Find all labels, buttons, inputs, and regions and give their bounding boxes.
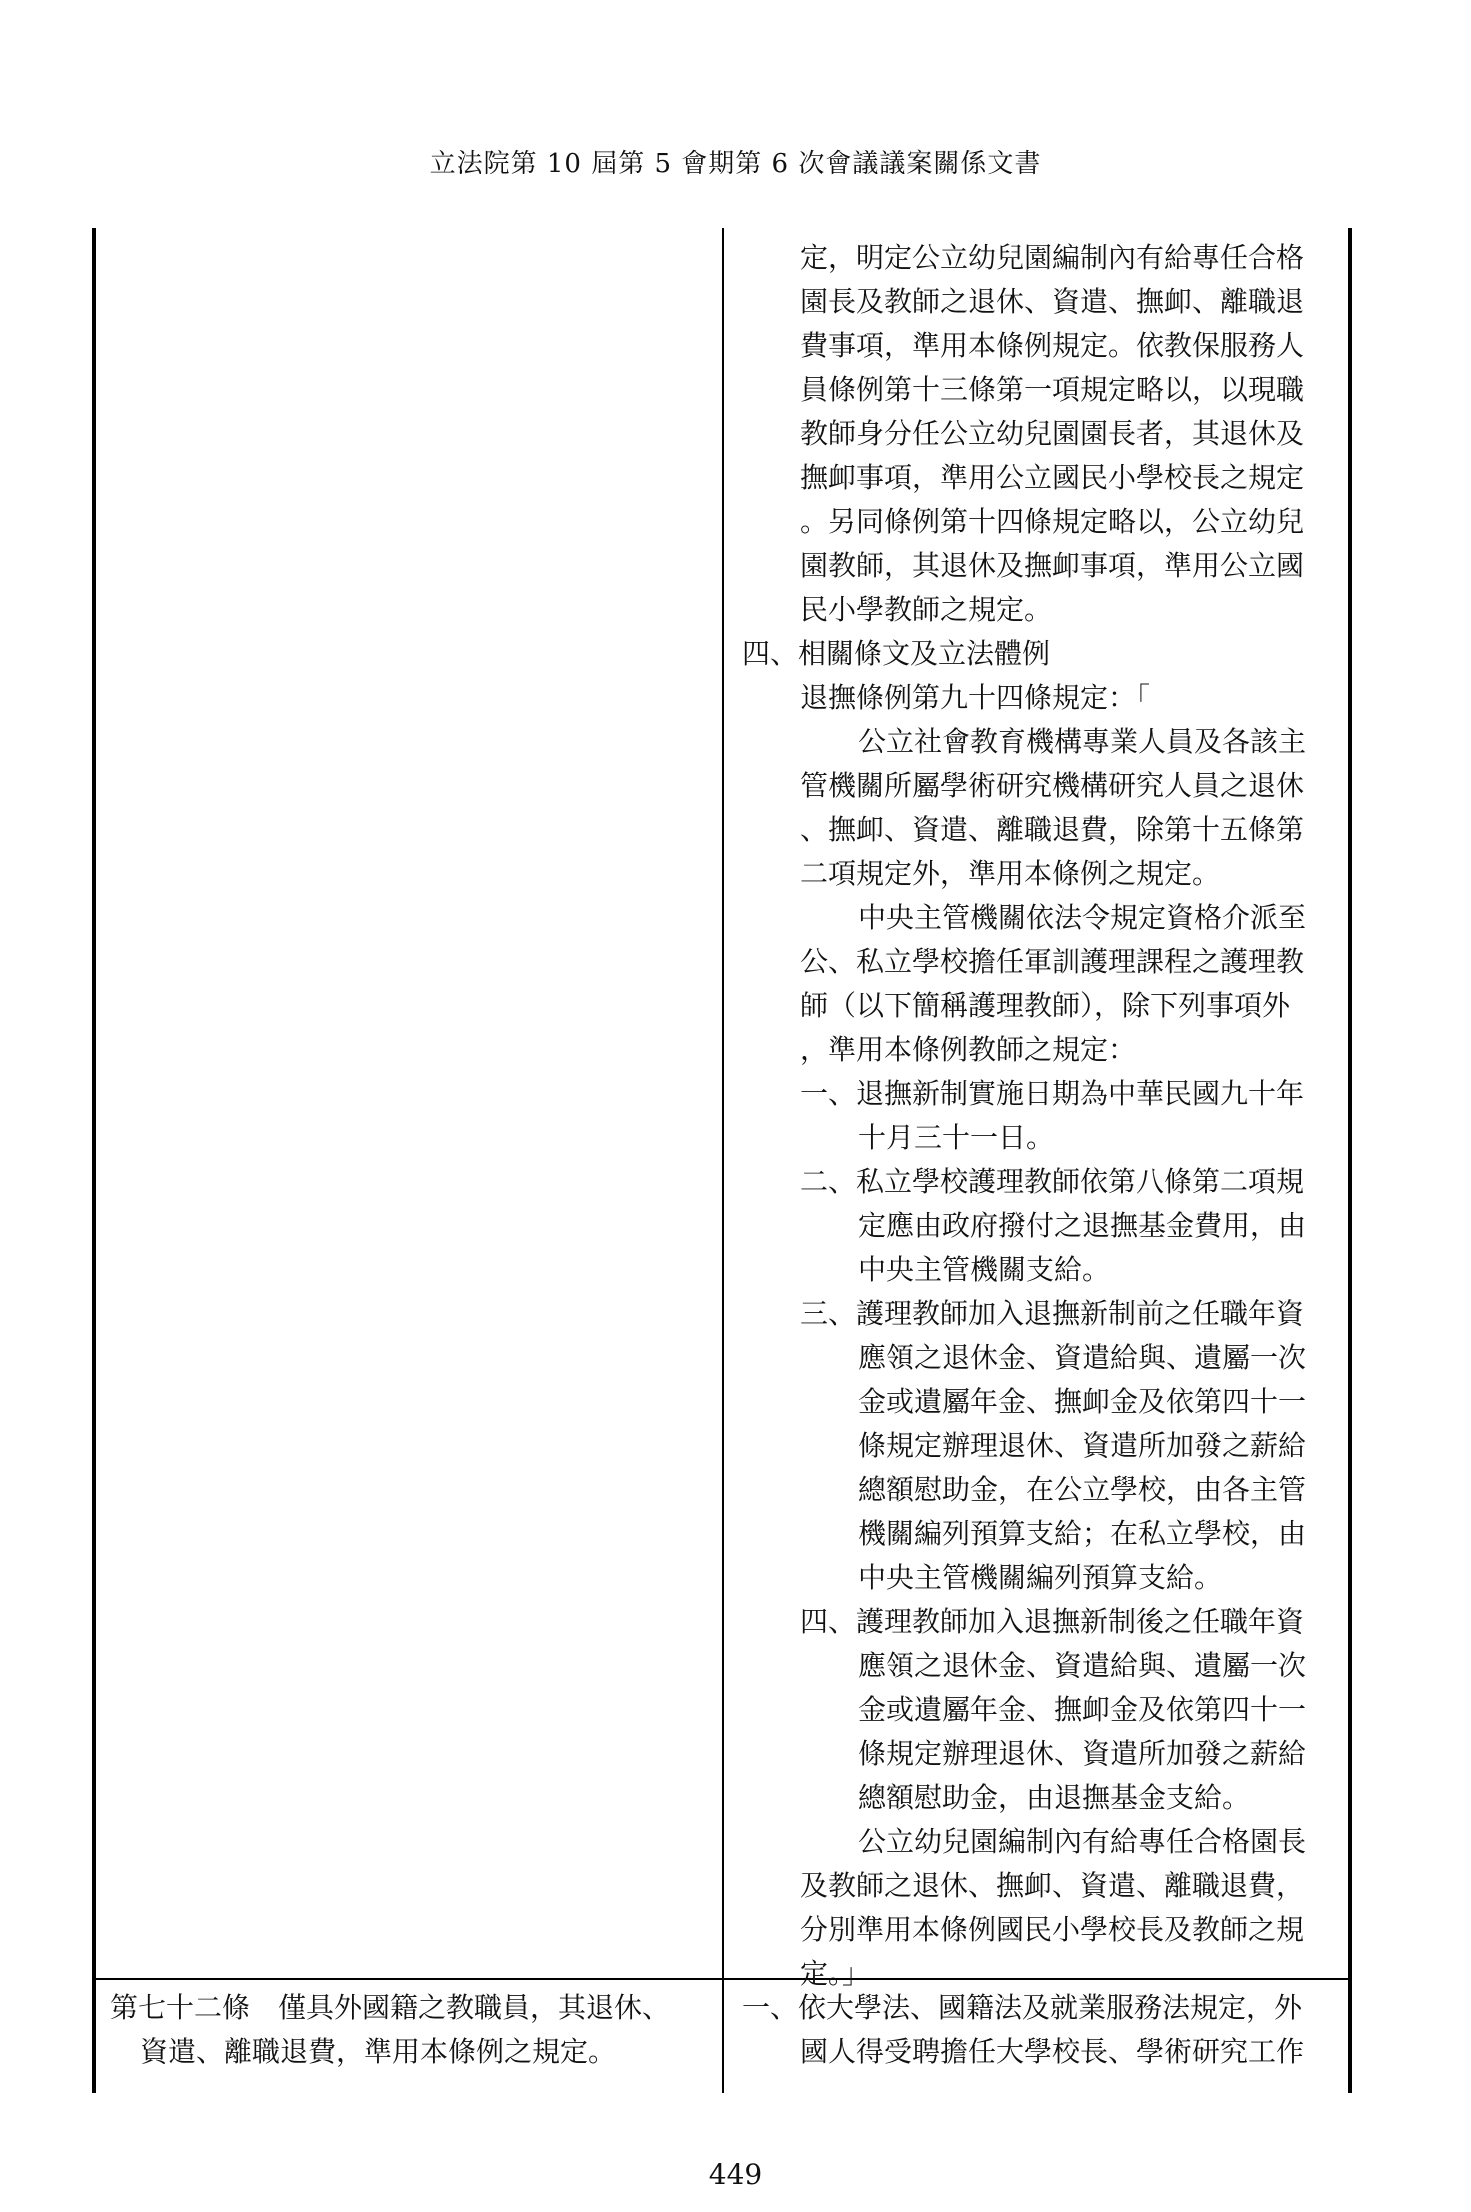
explanation-line: 四、護理教師加入退撫新制後之任職年資 — [800, 1605, 1305, 1638]
explanation-line: 師（以下簡稱護理教師），除下列事項外 — [800, 989, 1291, 1022]
right-column-bottom — [742, 1986, 1342, 2074]
explanation-line: ，準用本條例教師之規定： — [800, 1033, 1137, 1066]
explanation-bottom-line: 國人得受聘擔任大學校長、學術研究工作 — [800, 2035, 1305, 2068]
page-header: 立法院第 10 屆第 5 會期第 6 次會議議案關係文書 — [429, 149, 1042, 179]
explanation-line: 總額慰助金，在公立學校，由各主管 — [858, 1473, 1307, 1506]
explanation-line: 公、私立學校擔任軍訓護理課程之護理教 — [800, 945, 1305, 978]
article-72-line-2: 資遣、離職退費，準用本條例之規定。 — [140, 2035, 617, 2068]
explanation-line: 教師身分任公立幼兒園園長者，其退休及 — [800, 417, 1305, 450]
explanation-line: 民小學教師之規定。 — [800, 593, 1053, 626]
explanation-line: 退撫條例第九十四條規定：「 — [800, 681, 1151, 714]
explanation-line: 應領之退休金、資遣給與、遺屬一次 — [858, 1341, 1307, 1374]
explanation-line: 金或遺屬年金、撫卹金及依第四十一 — [858, 1693, 1307, 1726]
explanation-line: 公立社會教育機構專業人員及各該主 — [858, 725, 1307, 758]
explanation-line: 撫卹事項，準用公立國民小學校長之規定 — [800, 461, 1305, 494]
explanation-line: 中央主管機關支給。 — [858, 1253, 1111, 1286]
explanation-bottom-line: 一、依大學法、國籍法及就業服務法規定，外 — [742, 1991, 1303, 2024]
left-column-bottom — [110, 1986, 710, 2074]
explanation-line: 中央主管機關依法令規定資格介派至 — [858, 901, 1307, 934]
article-72-line-1: 第七十二條 僅具外國籍之教職員，其退休、 — [110, 1991, 671, 2024]
explanation-line: 一、退撫新制實施日期為中華民國九十年 — [800, 1077, 1305, 1110]
explanation-line: 機關編列預算支給；在私立學校，由 — [858, 1517, 1307, 1550]
explanation-line: 條規定辦理退休、資遣所加發之薪給 — [858, 1737, 1307, 1770]
explanation-line: 費事項，準用本條例規定。依教保服務人 — [800, 329, 1305, 362]
explanation-line: 總額慰助金，由退撫基金支給。 — [858, 1781, 1251, 1814]
table-middle-border — [722, 228, 724, 2093]
explanation-line: 金或遺屬年金、撫卹金及依第四十一 — [858, 1385, 1307, 1418]
explanation-line: 定，明定公立幼兒園編制內有給專任合格 — [800, 241, 1305, 274]
explanation-line: 應領之退休金、資遣給與、遺屬一次 — [858, 1649, 1307, 1682]
explanation-line: 員條例第十三條第一項規定略以，以現職 — [800, 373, 1305, 406]
table-left-border — [92, 228, 96, 2093]
explanation-line: 分別準用本條例國民小學校長及教師之規 — [800, 1913, 1305, 1946]
explanation-line: 四、相關條文及立法體例 — [742, 637, 1051, 670]
explanation-line: 管機關所屬學術研究機構研究人員之退休 — [800, 769, 1305, 802]
explanation-line: 定。」 — [800, 1957, 871, 1990]
explanation-line: 二、私立學校護理教師依第八條第二項規 — [800, 1165, 1305, 1198]
right-column-top — [742, 236, 1342, 1996]
explanation-line: 二項規定外，準用本條例之規定。 — [800, 857, 1221, 890]
explanation-line: 條規定辦理退休、資遣所加發之薪給 — [858, 1429, 1307, 1462]
explanation-line: 園教師，其退休及撫卹事項，準用公立國 — [800, 549, 1305, 582]
explanation-line: 公立幼兒園編制內有給專任合格園長 — [858, 1825, 1307, 1858]
explanation-line: 園長及教師之退休、資遣、撫卹、離職退 — [800, 285, 1305, 318]
explanation-line: 。另同條例第十四條規定略以，公立幼兒 — [800, 505, 1305, 538]
explanation-line: 三、護理教師加入退撫新制前之任職年資 — [800, 1297, 1305, 1330]
page-number: 449 — [708, 2158, 763, 2191]
table-right-border — [1348, 228, 1352, 2093]
explanation-line: 定應由政府撥付之退撫基金費用，由 — [858, 1209, 1307, 1242]
explanation-line: 、撫卹、資遣、離職退費，除第十五條第 — [800, 813, 1305, 846]
explanation-line: 十月三十一日。 — [858, 1121, 1055, 1154]
explanation-line: 及教師之退休、撫卹、資遣、離職退費， — [800, 1869, 1305, 1902]
explanation-line: 中央主管機關編列預算支給。 — [858, 1561, 1223, 1594]
